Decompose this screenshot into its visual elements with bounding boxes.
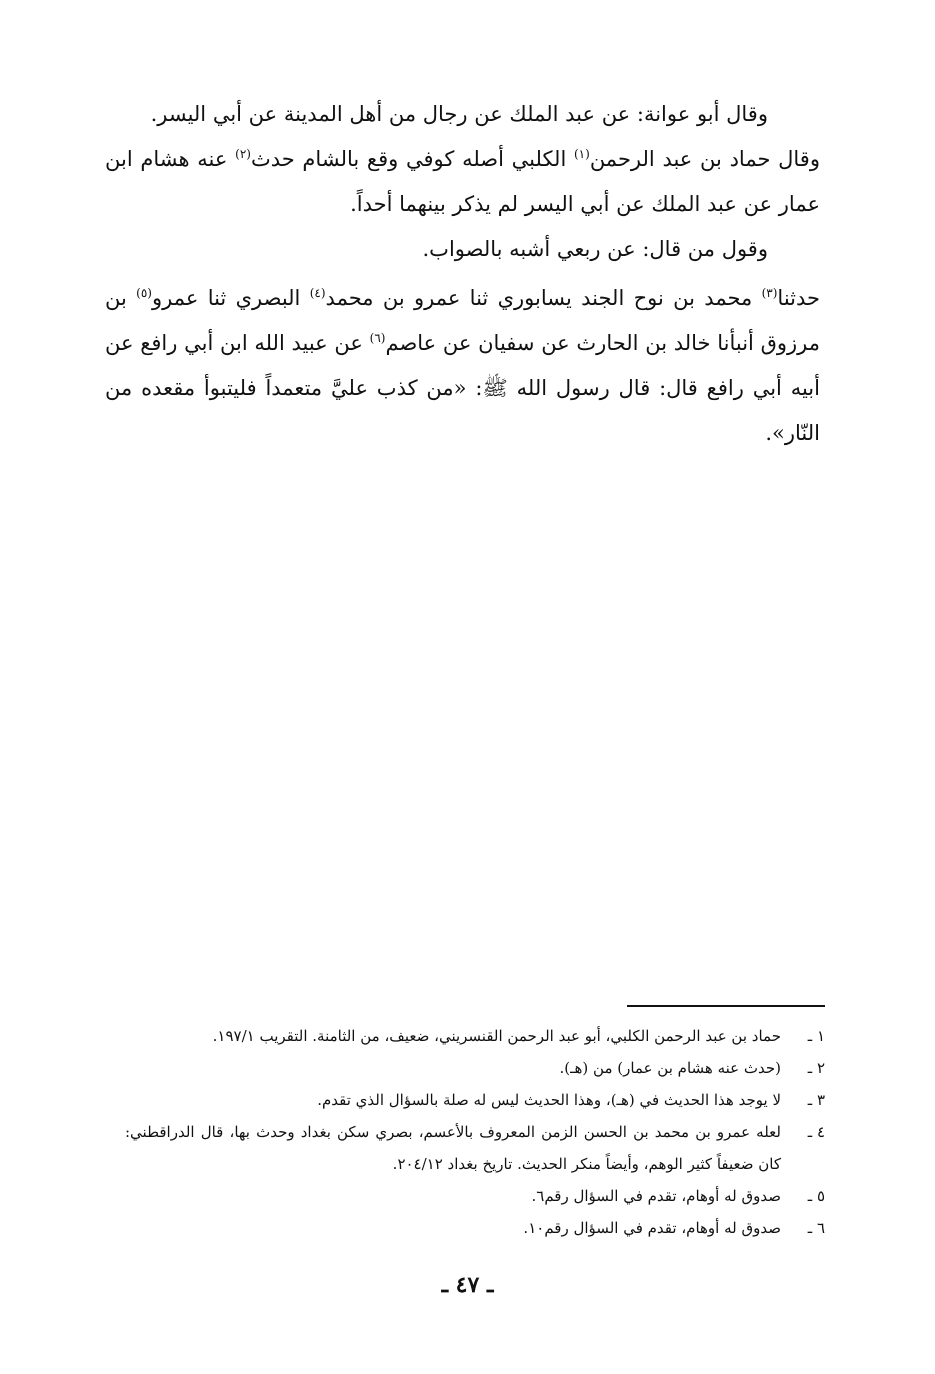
footnote-ref-3[interactable]: (٣) bbox=[761, 286, 778, 300]
footnote-number: ٤ ـ bbox=[807, 1123, 825, 1141]
footnotes-list bbox=[125, 1020, 825, 1244]
footnote-ref-6[interactable]: (٦) bbox=[369, 331, 386, 345]
paragraph-text: محمد بن نوح الجند يسابوري ثنا عمرو بن محمد bbox=[325, 286, 762, 310]
footnote-text: صدوق له أوهام، تقدم في السؤال رقم٦. bbox=[531, 1187, 781, 1205]
paragraph-text: بن مرزوق أنبأنا خالد بن الحارث عن سفيان عن عاصم bbox=[105, 286, 820, 355]
footnote-ref-4[interactable]: (٤) bbox=[309, 286, 326, 300]
paragraph-text: عنه هشام ابن عمار عن عبد الملك عن أبي اليسر لم يذكر بينهما أحداً. bbox=[105, 147, 820, 216]
footnote-item bbox=[125, 1116, 825, 1180]
paragraph-text: وقول من قال: عن ربعي أشبه بالصواب. bbox=[422, 237, 768, 261]
footnote-item bbox=[125, 1180, 825, 1212]
paragraph-text: الكلبي أصله كوفي وقع بالشام حدث bbox=[250, 147, 574, 171]
footnote-text: حماد بن عبد الرحمن الكلبي، أبو عبد الرحمن القنسريني، ضعيف، من الثامنة. التقريب ١٩٧/١. bbox=[212, 1027, 781, 1045]
footnote-item bbox=[125, 1020, 825, 1052]
main-text bbox=[105, 92, 820, 456]
footnote-text: صدوق له أوهام، تقدم في السؤال رقم١٠. bbox=[523, 1219, 781, 1237]
paragraph-text: عن عبيد الله ابن أبي رافع عن أبيه أبي رافع قال: قال رسول الله ﷺ: «من كذب عليَّ متعمداً فليتبوأ مقعده من النّار». bbox=[105, 331, 820, 445]
footnote-number: ١ ـ bbox=[807, 1027, 825, 1045]
paragraph-abu-awana bbox=[105, 92, 820, 137]
footnote-number: ٣ ـ bbox=[807, 1091, 825, 1109]
paragraph-text: البصري ثنا عمرو bbox=[151, 286, 310, 310]
footnote-ref-5[interactable]: (٥) bbox=[136, 286, 152, 300]
footnote-divider bbox=[627, 1005, 825, 1007]
footnote-text: لعله عمرو بن محمد بن الحسن الزمن المعروف بالأعسم، بصري سكن بغداد وحدث بها، قال الدراقطني: كان ضعيفاً كثير الوهم، وأيضاً منكر الحديث. تاريخ بغداد ٢٠٤/١٢. bbox=[125, 1123, 781, 1173]
footnote-text: (حدث عنه هشام بن عمار) من (هـ). bbox=[559, 1059, 781, 1077]
paragraph-text: حدثنا bbox=[777, 286, 821, 310]
paragraph-conclusion bbox=[105, 227, 820, 272]
footnote-item bbox=[125, 1084, 825, 1116]
footnote-item bbox=[125, 1212, 825, 1244]
paragraph-text: وقال أبو عوانة: عن عبد الملك عن رجال من أهل المدينة عن أبي اليسر. bbox=[150, 102, 768, 126]
footnote-number: ٥ ـ bbox=[807, 1187, 825, 1205]
footnote-number: ٢ ـ bbox=[807, 1059, 825, 1077]
footnote-ref-2[interactable]: (٢) bbox=[235, 147, 251, 161]
paragraph-hammad bbox=[105, 137, 820, 227]
page-number: ـ ٤٧ ـ bbox=[441, 1272, 494, 1298]
paragraph-text: وقال حماد بن عبد الرحمن bbox=[589, 147, 820, 171]
footnote-item bbox=[125, 1052, 825, 1084]
paragraph-hadith bbox=[105, 276, 820, 456]
footnote-ref-1[interactable]: (١) bbox=[573, 147, 590, 161]
footnote-text: لا يوجد هذا الحديث في (هـ)، وهذا الحديث ليس له صلة بالسؤال الذي تقدم. bbox=[317, 1091, 781, 1109]
footnote-number: ٦ ـ bbox=[807, 1219, 825, 1237]
